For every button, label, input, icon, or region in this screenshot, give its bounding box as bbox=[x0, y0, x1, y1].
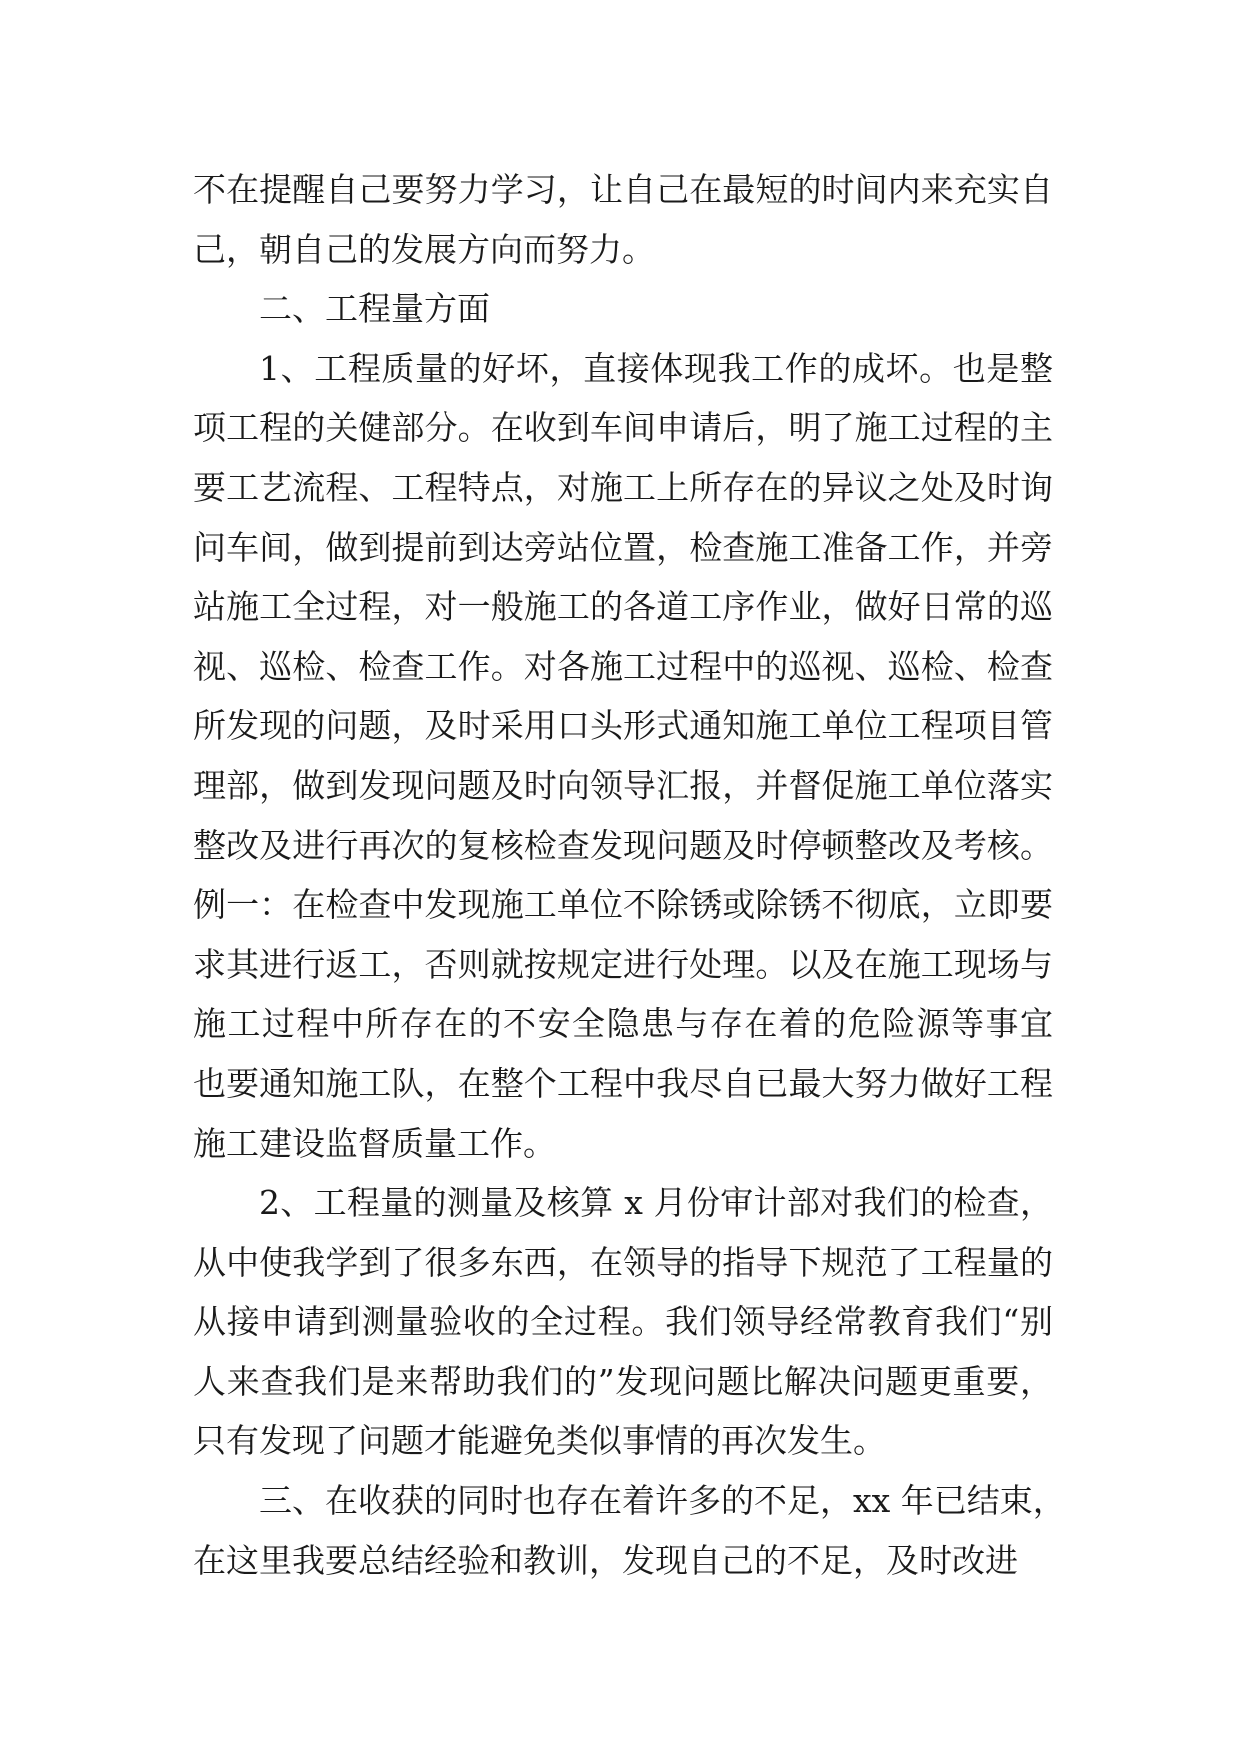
text-line: 1、工程质量的好坏，直接体现我工作的成坏。也是整 bbox=[259, 348, 1053, 388]
text-line: 视、巡检、检查工作。对各施工过程中的巡视、巡检、检查 bbox=[193, 646, 1053, 686]
text-line: 2、工程量的测量及核算 x 月份审计部对我们的检查， bbox=[259, 1183, 1053, 1223]
text-line: 在这里我要总结经验和教训，发现自己的不足，及时改进 bbox=[193, 1540, 1018, 1580]
text-line: 例一：在检查中发现施工单位不除锈或除锈不彻底，立即要 bbox=[193, 885, 1053, 925]
text-line: 所发现的问题，及时采用口头形式通知施工单位工程项目管 bbox=[193, 706, 1053, 746]
text-line: 施工过程中所存在的不安全隐患与存在着的危险源等事宜 bbox=[193, 1004, 1053, 1044]
text-line: 己，朝自己的发展方向而努力。 bbox=[193, 229, 655, 269]
text-line: 理部，做到发现问题及时向领导汇报，并督促施工单位落实 bbox=[193, 765, 1053, 805]
text-line: 站施工全过程，对一般施工的各道工序作业，做好日常的巡 bbox=[193, 587, 1053, 627]
text-line: 不在提醒自己要努力学习，让自己在最短的时间内来充实自 bbox=[193, 170, 1053, 209]
text-line: 施工建设监督质量工作。 bbox=[193, 1123, 556, 1163]
section-heading: 三、在收获的同时也存在着许多的不足，xx 年已结束， bbox=[259, 1481, 1066, 1521]
text-line: 只有发现了问题才能避免类似事情的再次发生。 bbox=[193, 1421, 886, 1461]
text-line: 项工程的关健部分。在收到车间申请后，明了施工过程的主 bbox=[193, 408, 1053, 448]
section-heading: 二、工程量方面 bbox=[259, 289, 490, 329]
text-line: 求其进行返工，否则就按规定进行处理。以及在施工现场与 bbox=[193, 944, 1053, 984]
text-line: 整改及进行再次的复核检查发现问题及时停顿整改及考核。 bbox=[193, 825, 1053, 865]
text-line: 从接申请到测量验收的全过程。我们领导经常教育我们“别 bbox=[193, 1302, 1053, 1342]
text-line: 也要通知施工队，在整个工程中我尽自已最大努力做好工程 bbox=[193, 1063, 1053, 1103]
document-body bbox=[193, 160, 1066, 1590]
text-line: 从中使我学到了很多东西，在领导的指导下规范了工程量的 bbox=[193, 1242, 1053, 1282]
text-line: 人来查我们是来帮助我们的”发现问题比解决问题更重要， bbox=[193, 1361, 1053, 1401]
text-line: 问车间，做到提前到达旁站位置，检查施工准备工作，并旁 bbox=[193, 527, 1053, 567]
text-line: 要工艺流程、工程特点，对施工上所存在的异议之处及时询 bbox=[193, 467, 1053, 507]
